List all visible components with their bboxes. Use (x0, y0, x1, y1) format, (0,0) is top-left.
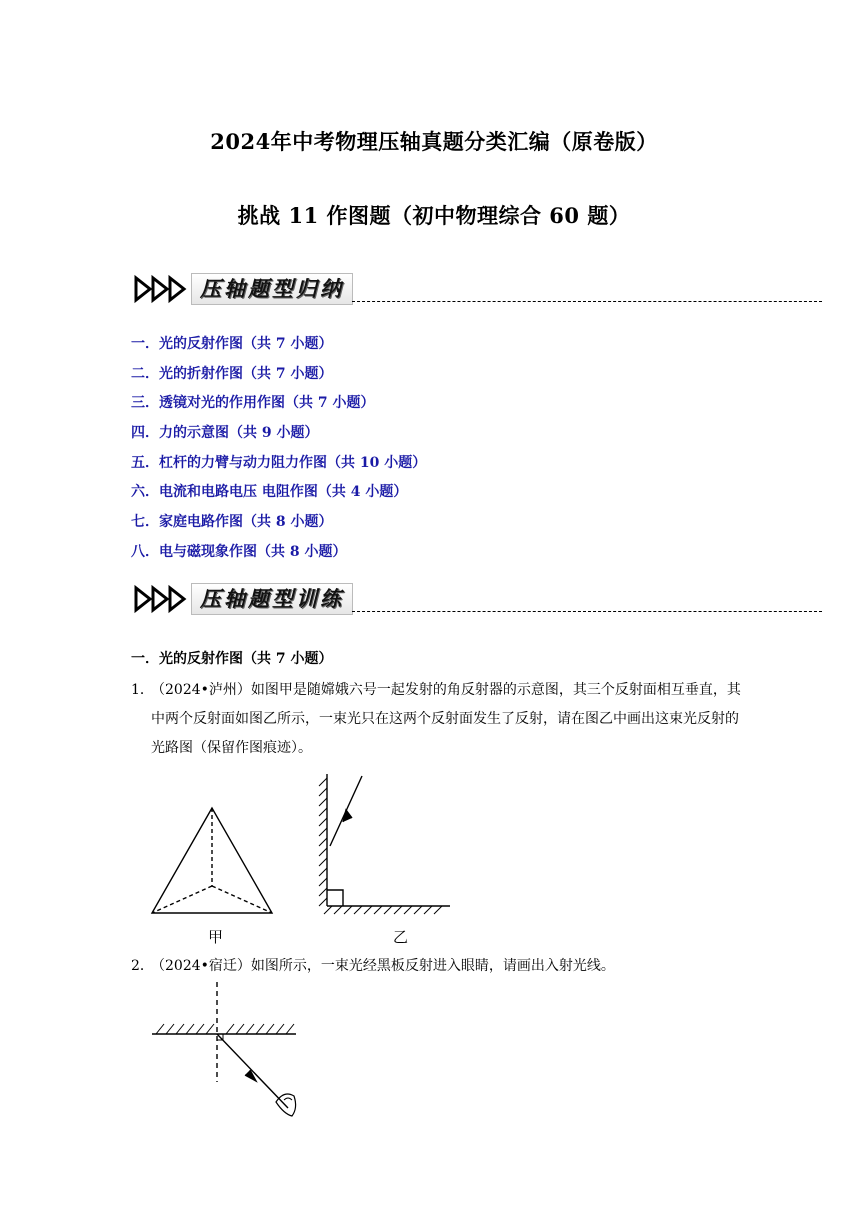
toc-item[interactable]: 一．光的反射作图（共 7 小题） (131, 336, 333, 352)
question-text: （2024•泸州）如图甲是随嫦娥六号一起发射的角反射器的示意图，其三个反射面相互垂直，其中两个反射面如图乙所示，一束光只在这两个反射面发生了反射，请在图乙中画出这束光反射的光路图（保留作图痕迹）。 (151, 682, 741, 756)
toc-item[interactable]: 三．透镜对光的作用作图（共 7 小题） (131, 395, 375, 412)
divider-line (352, 611, 822, 612)
toc-item[interactable]: 六．电流和电路电压 电阻作图（共 4 小题） (131, 484, 408, 501)
training-banner (133, 582, 353, 616)
toc-item[interactable]: 七．家庭电路作图（共 8 小题） (131, 514, 333, 531)
triple-arrow-icon (133, 582, 189, 616)
blackboard-reflection-diagram (148, 978, 308, 1123)
question-number: 1． (131, 682, 154, 698)
toc-item[interactable]: 四．力的示意图（共 9 小题） (131, 425, 319, 442)
triple-arrow-icon (133, 272, 189, 306)
question-2 (131, 952, 751, 981)
summary-banner (133, 272, 353, 306)
toc-item[interactable]: 八．电与磁现象作图（共 8 小题） (131, 543, 347, 560)
document-subtitle: 挑战 11 作图题（初中物理综合 60 题） (237, 203, 631, 228)
section-heading: 一．光的反射作图（共 7 小题） (131, 651, 333, 667)
summary-banner-label: 压轴题型归纳 (191, 273, 353, 305)
toc-item[interactable]: 二．光的折射作图（共 7 小题） (131, 365, 333, 382)
divider-line (352, 301, 822, 302)
figure-label-jia: 甲 (208, 928, 224, 946)
document-title: 2024年中考物理压轴真题分类汇编（原卷版） (210, 129, 658, 154)
table-of-contents (131, 332, 426, 570)
corner-reflector-diagram (148, 800, 278, 920)
question-1 (131, 676, 751, 763)
question-number: 2． (131, 958, 154, 974)
training-banner-label: 压轴题型训练 (191, 583, 353, 615)
question-text: （2024•宿迁）如图所示，一束光经黑板反射进入眼睛，请画出入射光线。 (151, 958, 615, 974)
toc-item[interactable]: 五．杠杆的力臂与动力阻力作图（共 10 小题） (131, 454, 427, 471)
perpendicular-mirrors-diagram (310, 770, 455, 920)
figure-label-yi: 乙 (393, 928, 409, 946)
